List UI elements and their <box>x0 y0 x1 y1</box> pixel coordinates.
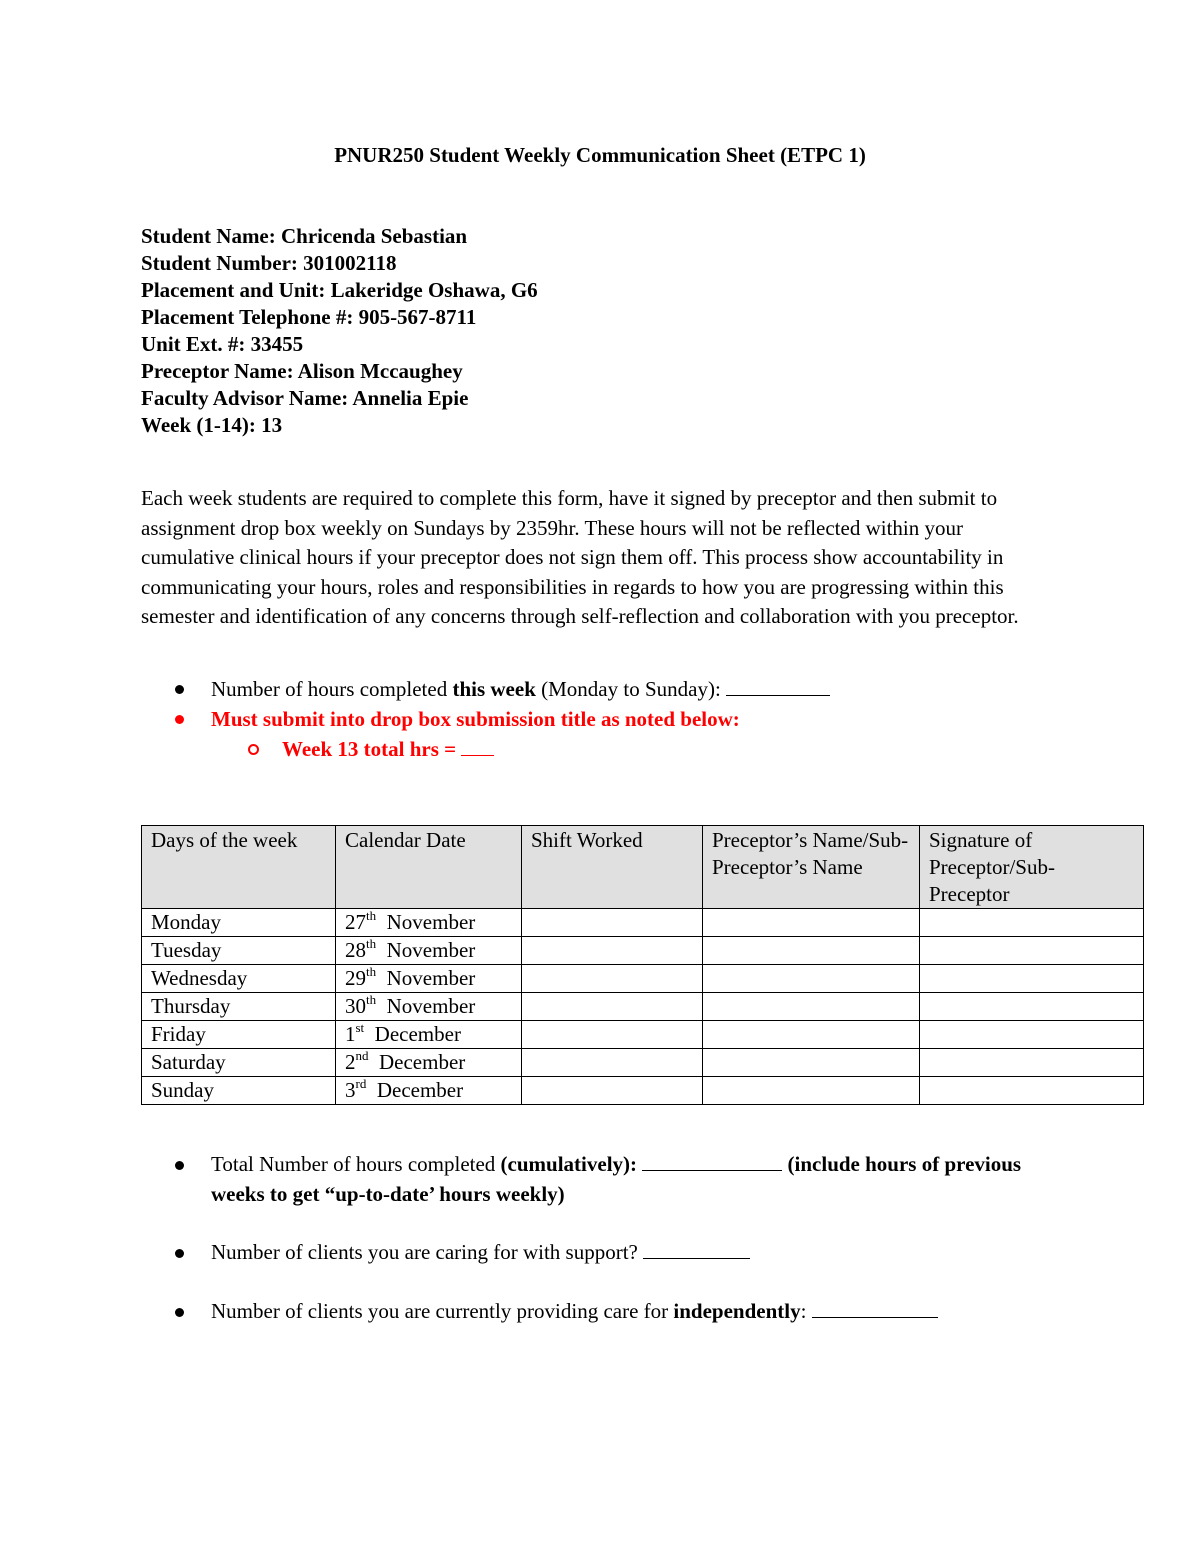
bullet-icon <box>175 1308 184 1317</box>
day-cell: Monday <box>142 909 336 937</box>
clients-indep-suffix: : <box>800 1298 812 1323</box>
date-suffix: th <box>366 964 377 979</box>
header-calendar-date: Calendar Date <box>336 826 522 909</box>
preceptor-cell[interactable] <box>703 937 920 965</box>
shift-cell[interactable] <box>522 1021 703 1049</box>
cumulative-note: (include hours of previous weeks to get “up-to-date’ hours weekly) <box>211 1152 1022 1206</box>
clients-with-support-item <box>141 1238 1061 1268</box>
date-month: December <box>376 1078 464 1102</box>
preceptor-cell[interactable] <box>703 909 920 937</box>
bullet-icon <box>175 685 184 694</box>
clients-support-blank[interactable] <box>643 1240 750 1259</box>
cumulative-bold: (cumulatively): <box>500 1152 638 1176</box>
hours-bullets <box>141 674 1061 764</box>
date-cell <box>336 965 522 993</box>
clients-support-text: Number of clients you are caring for with support? <box>211 1240 644 1264</box>
instructions-paragraph: Each week students are required to complete this form, have it signed by preceptor and then submit to assignment drop box weekly on Sundays by 2359hr. These hours will not be reflected within your cumulative clinical hours if your preceptor does not sign them off. This process show accountability in communicating your hours, roles and responsibilities in regards to how you are progressing within this semester and identification of any concerns through self-reflection and collaboration with you preceptor. <box>141 486 1019 628</box>
header-signature: Signature of Preceptor/Sub-Preceptor <box>920 826 1144 909</box>
bullet-icon <box>175 1249 184 1258</box>
date-number: 30 <box>345 994 366 1018</box>
date-month: November <box>386 966 476 990</box>
cumulative-prefix: Total Number of hours completed <box>211 1152 501 1176</box>
date-suffix: th <box>366 936 377 951</box>
day-cell: Wednesday <box>142 965 336 993</box>
hours-this-week-item <box>141 674 1061 704</box>
date-suffix: nd <box>355 1048 369 1063</box>
date-suffix: st <box>355 1020 365 1035</box>
date-cell <box>336 1077 522 1105</box>
hours-this-week-prefix: Number of hours completed <box>211 677 453 701</box>
day-cell: Friday <box>142 1021 336 1049</box>
unit-extension: Unit Ext. #: 33455 <box>141 332 304 356</box>
signature-cell[interactable] <box>920 909 1144 937</box>
header-days: Days of the week <box>142 826 336 909</box>
clients-indep-prefix: Number of clients you are currently providing care for <box>211 1298 674 1323</box>
date-number: 1 <box>345 1022 356 1046</box>
week-total-text: Week 13 total hrs = <box>282 737 462 761</box>
table-row <box>142 965 1144 993</box>
date-suffix: th <box>366 992 377 1007</box>
date-month: November <box>386 938 476 962</box>
preceptor-cell[interactable] <box>703 1021 920 1049</box>
date-number: 2 <box>345 1050 356 1074</box>
date-cell <box>336 1049 522 1077</box>
preceptor-cell[interactable] <box>703 993 920 1021</box>
hours-this-week-suffix: (Monday to Sunday): <box>535 677 727 701</box>
shift-cell[interactable] <box>522 937 703 965</box>
signature-cell[interactable] <box>920 1021 1144 1049</box>
page-title: PNUR250 Student Weekly Communication Sheet (ETPC 1) <box>334 143 866 167</box>
shift-cell[interactable] <box>522 1077 703 1105</box>
faculty-advisor-name: Faculty Advisor Name: Annelia Epie <box>141 386 469 410</box>
table-row <box>142 1077 1144 1105</box>
signature-cell[interactable] <box>920 965 1144 993</box>
signature-cell[interactable] <box>920 1049 1144 1077</box>
date-number: 27 <box>345 910 366 934</box>
day-cell: Tuesday <box>142 937 336 965</box>
table-row <box>142 993 1144 1021</box>
hours-table <box>141 825 1144 1105</box>
day-cell: Sunday <box>142 1077 336 1105</box>
preceptor-cell[interactable] <box>703 1077 920 1105</box>
date-suffix: th <box>366 908 377 923</box>
hours-this-week-bold: this week <box>452 677 536 701</box>
table-row <box>142 937 1144 965</box>
date-month: November <box>386 994 476 1018</box>
must-submit-text: Must submit into drop box submission title as noted below: <box>211 707 740 731</box>
shift-cell[interactable] <box>522 965 703 993</box>
day-cell: Saturday <box>142 1049 336 1077</box>
must-submit-item <box>141 704 1061 734</box>
date-cell <box>336 993 522 1021</box>
date-month: December <box>374 1022 461 1046</box>
date-number: 29 <box>345 966 366 990</box>
week-total-blank[interactable] <box>461 737 494 756</box>
circle-bullet-icon <box>248 744 259 755</box>
table-row <box>142 1049 1144 1077</box>
shift-cell[interactable] <box>522 1049 703 1077</box>
preceptor-cell[interactable] <box>703 965 920 993</box>
signature-cell[interactable] <box>920 993 1144 1021</box>
date-number: 28 <box>345 938 366 962</box>
week-number: Week (1-14): 13 <box>141 413 283 437</box>
student-number: Student Number: 301002118 <box>141 251 397 275</box>
date-cell <box>336 1021 522 1049</box>
week-total-item <box>141 734 1061 764</box>
date-suffix: rd <box>355 1076 367 1091</box>
shift-cell[interactable] <box>522 993 703 1021</box>
student-name: Student Name: Chricenda Sebastian <box>141 224 468 248</box>
date-cell <box>336 909 522 937</box>
clients-independent-item <box>141 1297 1061 1327</box>
header-shift-worked: Shift Worked <box>522 826 703 909</box>
preceptor-name: Preceptor Name: Alison Mccaughey <box>141 359 463 383</box>
date-month: December <box>379 1050 466 1074</box>
date-number: 3 <box>345 1078 356 1102</box>
cumulative-hours-blank[interactable] <box>642 1152 782 1171</box>
signature-cell[interactable] <box>920 937 1144 965</box>
table-row <box>142 1021 1144 1049</box>
student-info <box>141 223 538 439</box>
bullet-icon <box>175 715 184 724</box>
preceptor-cell[interactable] <box>703 1049 920 1077</box>
date-month: November <box>386 910 476 934</box>
hours-this-week-blank[interactable] <box>726 677 830 696</box>
placement-telephone: Placement Telephone #: 905-567-8711 <box>141 305 477 329</box>
day-cell: Thursday <box>142 993 336 1021</box>
header-preceptor-name: Preceptor’s Name/Sub-Preceptor’s Name <box>703 826 920 909</box>
signature-cell[interactable] <box>920 1077 1144 1105</box>
date-cell <box>336 937 522 965</box>
clients-indep-blank[interactable] <box>812 1299 938 1318</box>
placement-unit: Placement and Unit: Lakeridge Oshawa, G6 <box>141 278 538 302</box>
cumulative-hours-item <box>141 1150 1061 1209</box>
summary-bullets <box>141 1150 1061 1355</box>
clients-indep-bold: independently <box>673 1298 801 1323</box>
bullet-icon <box>175 1161 184 1170</box>
table-header-row <box>142 826 1144 909</box>
shift-cell[interactable] <box>522 909 703 937</box>
table-row <box>142 909 1144 937</box>
